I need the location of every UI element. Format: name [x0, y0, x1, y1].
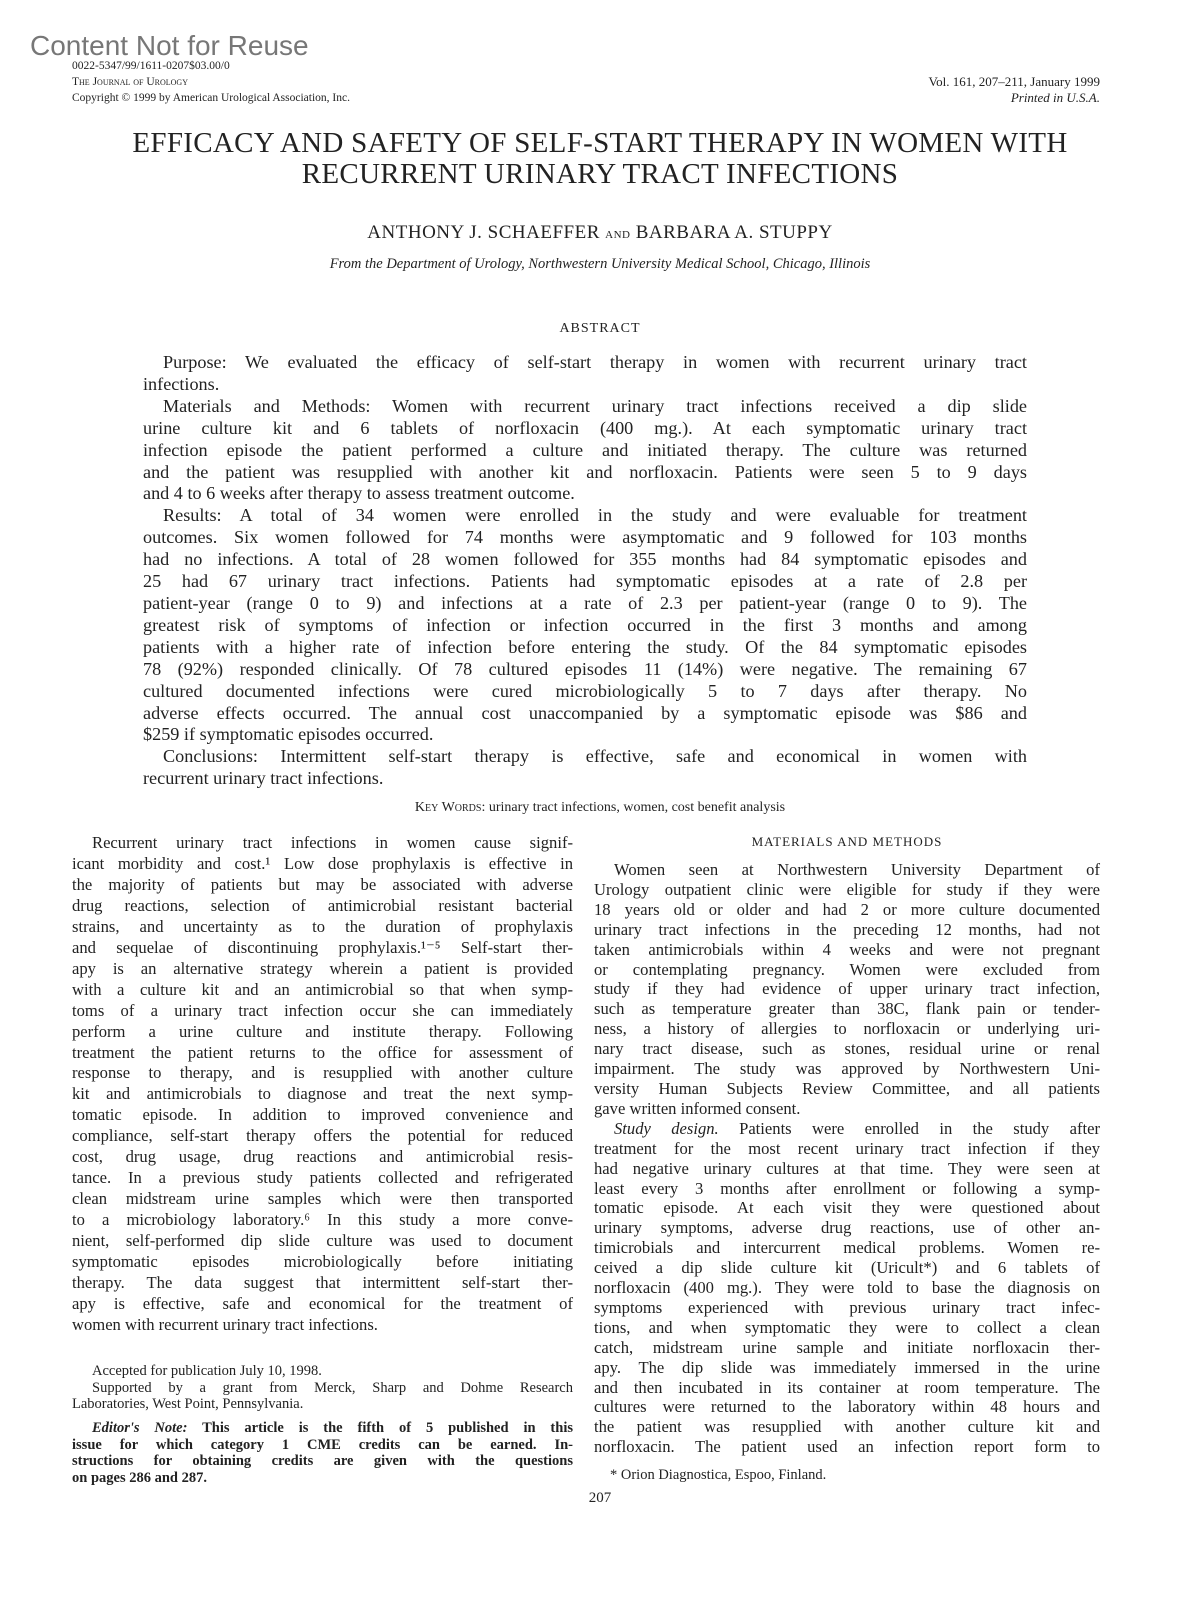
text-line: kit and antimicrobials to diagnose and treat the next symp- — [72, 1084, 573, 1104]
text-line: catch, midstream urine sample and initiate norfloxacin ther- — [594, 1337, 1100, 1357]
article-title — [0, 128, 1200, 190]
text-line: issue for which category 1 CME credits can be earned. In- — [72, 1436, 573, 1453]
text-line: symptomatic episodes microbiologically before initiating — [72, 1252, 573, 1272]
text-line: study if they had evidence of upper urinary tract infection, — [594, 979, 1100, 999]
line-text: This article is the fifth of 5 published in this — [187, 1420, 573, 1436]
publication-notes — [72, 1363, 573, 1413]
text-line: infection episode the patient performed a culture and initiated therapy. The culture was returned — [143, 439, 1027, 460]
author-1: ANTHONY J. SCHAEFFER — [367, 222, 600, 243]
title-line: RECURRENT URINARY TRACT INFECTIONS — [301, 158, 899, 190]
text-line: symptoms experienced with previous urinary tract infec- — [594, 1297, 1100, 1317]
text-line: outcomes. Six women followed for 74 months were asymptomatic and 9 followed for 103 months — [143, 527, 1027, 548]
text-line: Materials and Methods: Women with recurrent urinary tract infections received a dip slide — [163, 395, 1027, 416]
text-line: treatment the patient returns to the office for assessment of — [72, 1042, 573, 1062]
text-line: timicrobials and intercurrent medical problems. Women re- — [594, 1238, 1100, 1258]
text-line: gave written informed consent. — [594, 1098, 801, 1118]
copyright: Copyright © 1999 by American Urological Association, Inc. — [72, 92, 350, 104]
paragraph — [72, 833, 573, 1336]
text-line: taken antimicrobials within 4 weeks and were not pregnant — [594, 939, 1100, 959]
text-line: Recurrent urinary tract infections in women cause signif- — [92, 833, 573, 852]
text-line: urinary tract infections in the preceding 12 months, had not — [594, 919, 1100, 939]
text-line: cultures were returned to the laboratory within 48 hours and — [594, 1397, 1100, 1417]
text-line: the patient was resupplied with another culture kit and — [594, 1417, 1100, 1437]
text-line: least every 3 months after enrollment or following a symp- — [594, 1178, 1100, 1198]
article-code: 0022-5347/99/1611-0207$03.00/0 — [72, 60, 230, 72]
text-line: apy is effective, safe and economical for the treatment of — [72, 1293, 573, 1313]
text-line: impairment. The study was approved by Northwestern Uni- — [594, 1059, 1100, 1079]
volume-info: Vol. 161, 207–211, January 1999 — [928, 74, 1100, 89]
page-number: 207 — [588, 1490, 612, 1506]
text-line — [72, 1420, 573, 1437]
text-line: nary tract disease, such as stones, residual urine or renal — [594, 1039, 1100, 1059]
text-line: strains, and uncertainty as to the duration of prophylaxis — [72, 916, 573, 936]
text-line: Laboratories, West Point, Pennsylvania. — [72, 1396, 304, 1412]
text-line: urine culture kit and 6 tablets of norfloxacin (400 mg.). At each symptomatic urinary tract — [143, 417, 1027, 438]
materials-methods-heading: MATERIALS AND METHODS — [751, 834, 943, 849]
text-line: treatment for the most recent urinary tract infection if they — [594, 1138, 1100, 1158]
text-line: perform a urine culture and institute therapy. Following — [72, 1021, 573, 1041]
text-line: apy. The dip slide was immediately immersed in the urine — [594, 1357, 1100, 1377]
text-line: ceived a dip slide culture kit (Uricult*) and 6 tablets of — [594, 1258, 1100, 1278]
text-line: such as temperature greater than 38C, flank pain or tender- — [594, 999, 1100, 1019]
text-line: cultured documented infections were cured microbiologically 5 to 7 days after therapy. No — [143, 680, 1027, 701]
text-line: Purpose: We evaluated the efficacy of self-start therapy in women with recurrent urinary tract — [163, 352, 1027, 372]
text-line — [594, 1119, 1100, 1139]
methods-column — [594, 860, 1100, 1457]
key-words-text: urinary tract infections, women, cost benefit analysis — [485, 800, 786, 815]
text-line: tomatic episode. At each visit they were questioned about — [594, 1198, 1100, 1218]
text-line: tomatic episode. In addition to improved convenience and — [72, 1105, 573, 1125]
text-line: clean midstream urine samples which were then transported — [72, 1189, 573, 1209]
text-line: patients with a higher rate of infection before entering the study. Of the 84 symptomatic episodes — [143, 636, 1027, 657]
text-line: patient-year (range 0 to 9) and infections at a rate of 2.3 per patient-year (range 0 to 9). The — [143, 592, 1027, 613]
text-line: and 4 to 6 weeks after therapy to assess treatment outcome. — [143, 483, 575, 504]
paragraph — [72, 1363, 573, 1380]
text-line: had no infections. A total of 28 women followed for 355 months had 84 symptomatic episodes and — [143, 549, 1027, 570]
text-line: Urology outpatient clinic were eligible for study if they were — [594, 879, 1100, 899]
paragraph — [594, 860, 1100, 1119]
key-words-label: Key Words: — [414, 800, 486, 815]
text-line: to a microbiology laboratory.⁶ In this study a more conve- — [72, 1210, 573, 1230]
text-line: 18 years old or older and had 2 or more culture documented — [594, 899, 1100, 919]
printed-in: Printed in U.S.A. — [1010, 90, 1100, 105]
text-line: women with recurrent urinary tract infections. — [72, 1314, 378, 1334]
text-line: nient, self-performed dip slide culture was used to document — [72, 1231, 573, 1251]
text-line: cost, drug usage, drug reactions and antimicrobial resis- — [72, 1147, 573, 1167]
paragraph — [594, 1119, 1100, 1457]
author-conjunction: and — [605, 225, 631, 242]
text-line: response to therapy, and is resupplied with another culture — [72, 1063, 573, 1083]
text-line: versity Human Subjects Review Committee, and all patients — [594, 1078, 1100, 1098]
paragraph — [143, 352, 1027, 396]
affiliation: From the Department of Urology, Northwestern University Medical School, Chicago, Illinois — [329, 256, 871, 272]
text-line: tance. In a previous study patients collected and refrigerated — [72, 1168, 573, 1188]
key-words — [0, 800, 1200, 816]
introduction-column — [72, 833, 573, 1336]
text-line: infections. — [143, 373, 220, 394]
title-line: EFFICACY AND SAFETY OF SELF-START THERAPY IN WOMEN WITH — [132, 127, 1068, 159]
abstract-heading: ABSTRACT — [559, 321, 641, 336]
line-text: Patients were enrolled in the study after — [718, 1118, 1100, 1138]
text-line: Accepted for publication July 10, 1998. — [92, 1363, 322, 1379]
text-line: and sequelae of discontinuing prophylaxis.¹⁻⁵ Self-start ther- — [72, 937, 573, 957]
text-line: Women seen at Northwestern University Department of — [614, 860, 1100, 879]
text-line: and then incubated in its container at room temperature. The — [594, 1377, 1100, 1397]
text-line: 78 (92%) responded clinically. Of 78 cultured episodes 11 (14%) were negative. The remaining 67 — [143, 658, 1027, 679]
text-line: norfloxacin. The patient used an infection report form to — [594, 1437, 1100, 1457]
paragraph — [143, 505, 1027, 746]
text-line: adverse effects occurred. The annual cost unaccompanied by a symptomatic episode was $86 and — [143, 702, 1027, 723]
text-line: ness, a history of allergies to norfloxacin or underlying uri- — [594, 1019, 1100, 1039]
text-line: therapy. The data suggest that intermittent self-start ther- — [72, 1273, 573, 1293]
text-line: icant morbidity and cost.¹ Low dose prophylaxis is effective in — [72, 853, 573, 873]
paragraph-lead: Study design. — [614, 1118, 719, 1138]
journal-name: The Journal of Urology — [72, 76, 188, 88]
text-line: recurrent urinary tract infections. — [143, 768, 384, 789]
text-line: 25 had 67 urinary tract infections. Patients had symptomatic episodes at a rate of 2.8 per — [143, 571, 1027, 592]
text-line: and the patient was resupplied with another kit and norfloxacin. Patients were seen 5 to 9 days — [143, 461, 1027, 482]
text-line: compliance, self-start therapy offers the potential for reduced — [72, 1126, 573, 1146]
text-line: urinary symptoms, adverse drug reactions, use of other an- — [594, 1218, 1100, 1238]
footnote: * Orion Diagnostica, Espoo, Finland. — [610, 1467, 827, 1483]
text-line: had negative urinary cultures at that time. They were seen at — [594, 1158, 1100, 1178]
paragraph — [143, 746, 1027, 790]
abstract — [143, 352, 1027, 790]
text-line: tions, and when symptomatic they were to collect a clean — [594, 1317, 1100, 1337]
paragraph — [72, 1380, 573, 1413]
text-line: structions for obtaining credits are given with the questions — [72, 1453, 573, 1469]
text-line: with a culture kit and an antimicrobial so that when symp- — [72, 979, 573, 999]
text-line: toms of a urinary tract infection occur she can immediately — [72, 1000, 573, 1020]
text-line: the majority of patients but may be associated with adverse — [72, 874, 573, 894]
text-line: $259 if symptomatic episodes occurred. — [143, 724, 434, 745]
text-line: norfloxacin (400 mg.). They were told to base the diagnosis on — [594, 1278, 1100, 1298]
text-line: drug reactions, selection of antimicrobial resistant bacterial — [72, 895, 573, 915]
paragraph — [143, 396, 1027, 506]
paragraph-lead: Editor's Note: — [92, 1420, 188, 1436]
authors — [0, 222, 1200, 244]
text-line: or contemplating pregnancy. Women were excluded from — [594, 959, 1100, 979]
text-line: Supported by a grant from Merck, Sharp and Dohme Research — [92, 1379, 573, 1396]
text-line: greatest risk of symptoms of infection or infection occurred in the first 3 months and among — [143, 614, 1027, 635]
author-2: BARBARA A. STUPPY — [635, 222, 833, 243]
text-line: on pages 286 and 287. — [72, 1469, 207, 1486]
text-line: Results: A total of 34 women were enrolled in the study and were evaluable for treatment — [163, 505, 1027, 526]
text-line: Conclusions: Intermittent self-start therapy is effective, safe and economical in women with — [163, 746, 1027, 767]
text-line: apy is an alternative strategy wherein a patient is provided — [72, 958, 573, 978]
watermark: Content Not for Reuse — [30, 30, 309, 61]
editor-note — [72, 1420, 573, 1486]
